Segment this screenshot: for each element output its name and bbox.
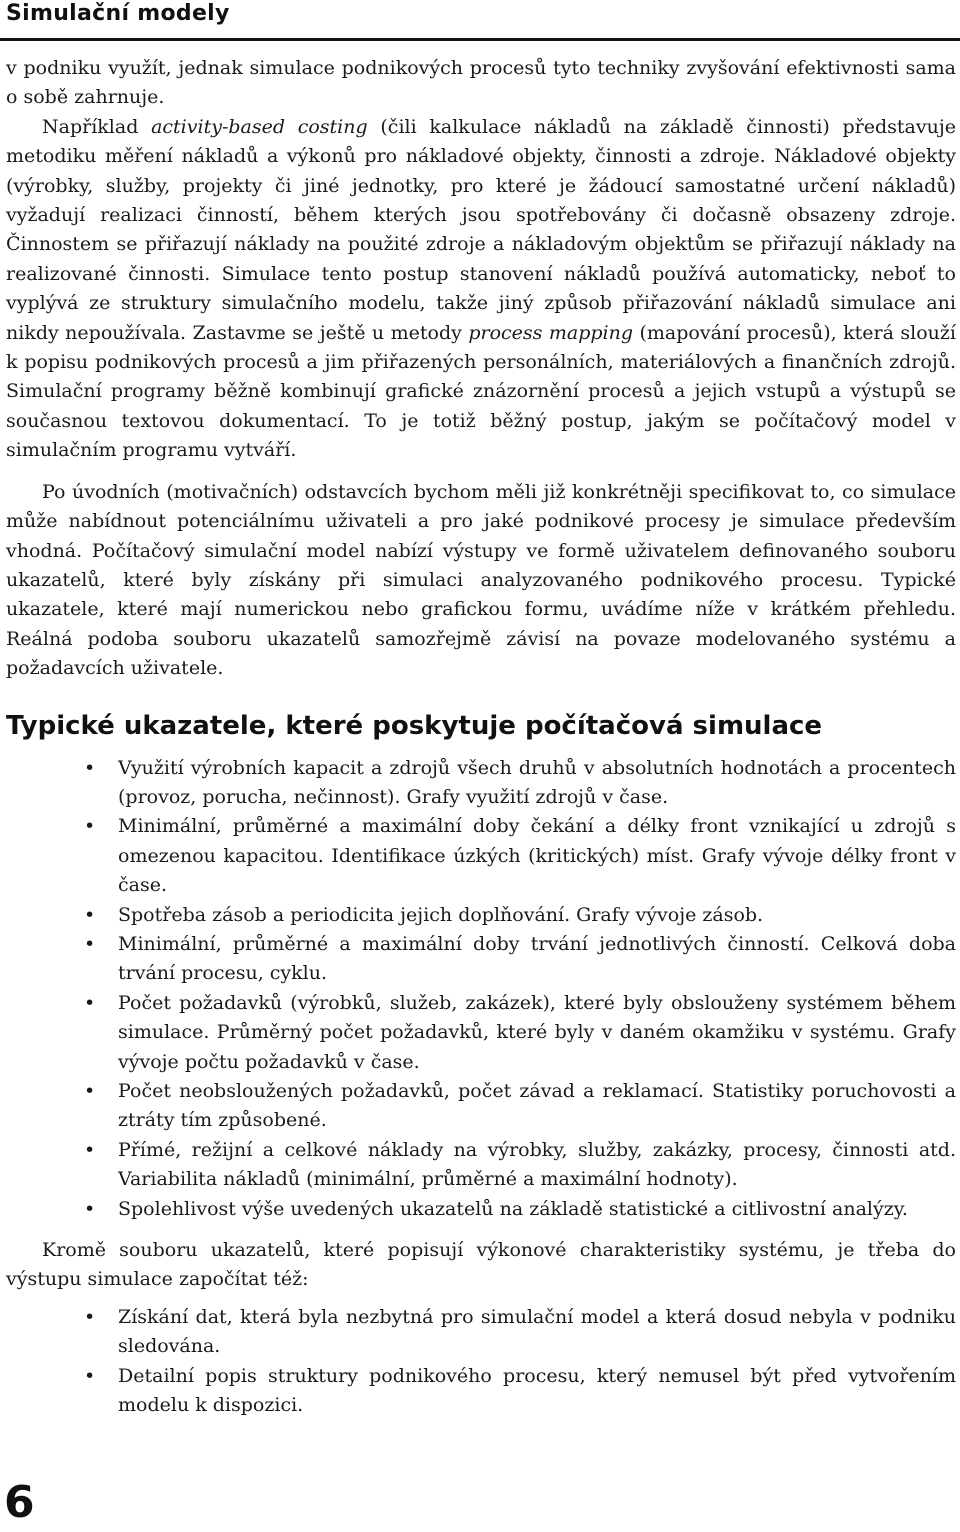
list-item (6, 1362, 956, 1421)
term-process-mapping: process mapping (468, 321, 634, 344)
list-item (6, 812, 956, 900)
extra-output-list (6, 1303, 956, 1421)
paragraph-text: (čili kalkulace nákladů na základě činnosti) představuje metodiku měření nákladů a výkonů pro nákladové objekty, činnosti a zdroje. Nákladové objekty (výrobky, služby, projekty či jiné jednotky, pro které je žádoucí samostatné určení nákladů) vyžadují realizaci činností, během kterých jsou spotřebovány či dočasně obsazeny zdroje. Činnostem se přiřazují náklady na použité zdroje a nákladovým objektům se přiřazují náklady na realizované činnosti. Simulace tento postup stanovení nákladů používá automaticky, neboť to vyplývá ze struktury simulačního modelu, takže jiný způsob přiřazování nákladů simulace ani nikdy nepoužívala. Zastavme se ještě u metody (6, 115, 956, 344)
bullet-icon: • (84, 756, 96, 779)
list-item-text: Spotřeba zásob a periodicita jejich doplňování. Grafy vývoje zásob. (118, 903, 764, 926)
indicator-list (6, 754, 956, 1225)
list-item-text: Přímé, režijní a celkové náklady na výrobky, služby, zakázky, procesy, činnosti atd. Variabilita nákladů (minimální, průměrné a maximální hodnoty). (118, 1138, 956, 1191)
list-item (6, 1195, 956, 1224)
bullet-icon: • (84, 991, 96, 1014)
running-head (0, 0, 960, 41)
paragraph-text: (mapování procesů), která slouží k popisu podnikových procesů a jim přiřazených personálních, materiálových a finančních zdrojů. Simulační programy běžně kombinují grafické znázornění procesů a jejich vstupů a výstupů se současnou textovou dokumentací. To je totiž běžný postup, jakým se počítačový model v simulačním programu vytváří. (6, 321, 956, 462)
bullet-icon: • (84, 903, 96, 926)
list-item-text: Počet neobsloužených požadavků, počet závad a reklamací. Statistiky poruchovosti a ztráty tím způsobené. (118, 1080, 956, 1132)
list-item-text: Spolehlivost výše uvedených ukazatelů na základě statistické a citlivostní analýzy. (118, 1197, 908, 1220)
bullet-icon: • (84, 1080, 96, 1102)
paragraph-activity-costing (6, 113, 956, 466)
bullet-icon: • (84, 815, 96, 838)
list-item (6, 930, 956, 989)
bullet-icon: • (84, 1138, 96, 1161)
paragraph-additional-outputs: Kromě souboru ukazatelů, které popisují výkonové charakteristiky systému, je třeba do výstupu simulace započítat též: (6, 1239, 956, 1291)
bullet-icon: • (84, 1305, 96, 1328)
bullet-icon: • (84, 932, 96, 955)
list-item-text: Využití výrobních kapacit a zdrojů všech druhů v absolutních hodnotách a procentech (provoz, porucha, nečinnost). Grafy využití zdrojů v čase. (118, 756, 956, 808)
list-item-text: Minimální, průměrné a maximální doby trvání jednotlivých činností. Celková doba trvání procesu, cyklu. (118, 932, 956, 985)
list-item (6, 1303, 956, 1362)
list-item (6, 1136, 956, 1195)
term-activity-based-costing: activity-based costing (151, 115, 368, 138)
list-item-text: Detailní popis struktury podnikového procesu, který nemusel být před vytvořením modelu k dispozici. (118, 1364, 956, 1417)
list-item (6, 989, 956, 1077)
list-item (6, 901, 956, 930)
list-item-text: Získání dat, která byla nezbytná pro simulační model a která dosud nebyla v podniku sledována. (118, 1305, 956, 1358)
list-item-text: Minimální, průměrné a maximální doby čekání a délky front vznikající u zdrojů s omezenou kapacitou. Identifikace úzkých (kritických) míst. Grafy vývoje délky front v čase. (118, 815, 956, 897)
bullet-icon: • (84, 1197, 96, 1220)
running-head-title: Simulační modely (6, 1, 230, 26)
page-body (6, 54, 956, 1420)
paragraph-motivation: Po úvodních (motivačních) odstavcích bychom měli již konkrétněji specifikovat to, co simulace může nabídnout potenciálnímu uživateli a pro jaké podnikové procesy je simulace především vhodná. Počítačový simulační model nabízí výstupy ve formě uživatelem definovaného souboru ukazatelů, které byly získány při simulaci analyzovaného podnikového procesu. Typické ukazatele, které mají numerickou nebo grafickou formu, uvádíme níže v krátkém přehledu. Reálná podoba souboru ukazatelů samozřejmě závisí na povaze modelovaného systému a požadavcích uživatele. (6, 480, 956, 680)
section-heading: Typické ukazatele, které poskytuje počítačová simulace (6, 710, 823, 741)
bullet-icon: • (84, 1364, 96, 1387)
list-item (6, 754, 956, 813)
page-number: 6 (4, 1477, 35, 1528)
intro-paragraph: v podniku využít, jednak simulace podnikových procesů tyto techniky zvyšování efektivnosti sama o sobě zahrnuje. (6, 57, 956, 109)
list-item-text: Počet požadavků (výrobků, služeb, zakázek), které byly obslouženy systémem během simulace. Průměrný počet požadavků, které byly v daném okamžiku v systému. Grafy vývoje počtu požadavků v čase. (118, 991, 956, 1073)
list-item (6, 1077, 956, 1136)
paragraph-text: Například (42, 115, 152, 138)
